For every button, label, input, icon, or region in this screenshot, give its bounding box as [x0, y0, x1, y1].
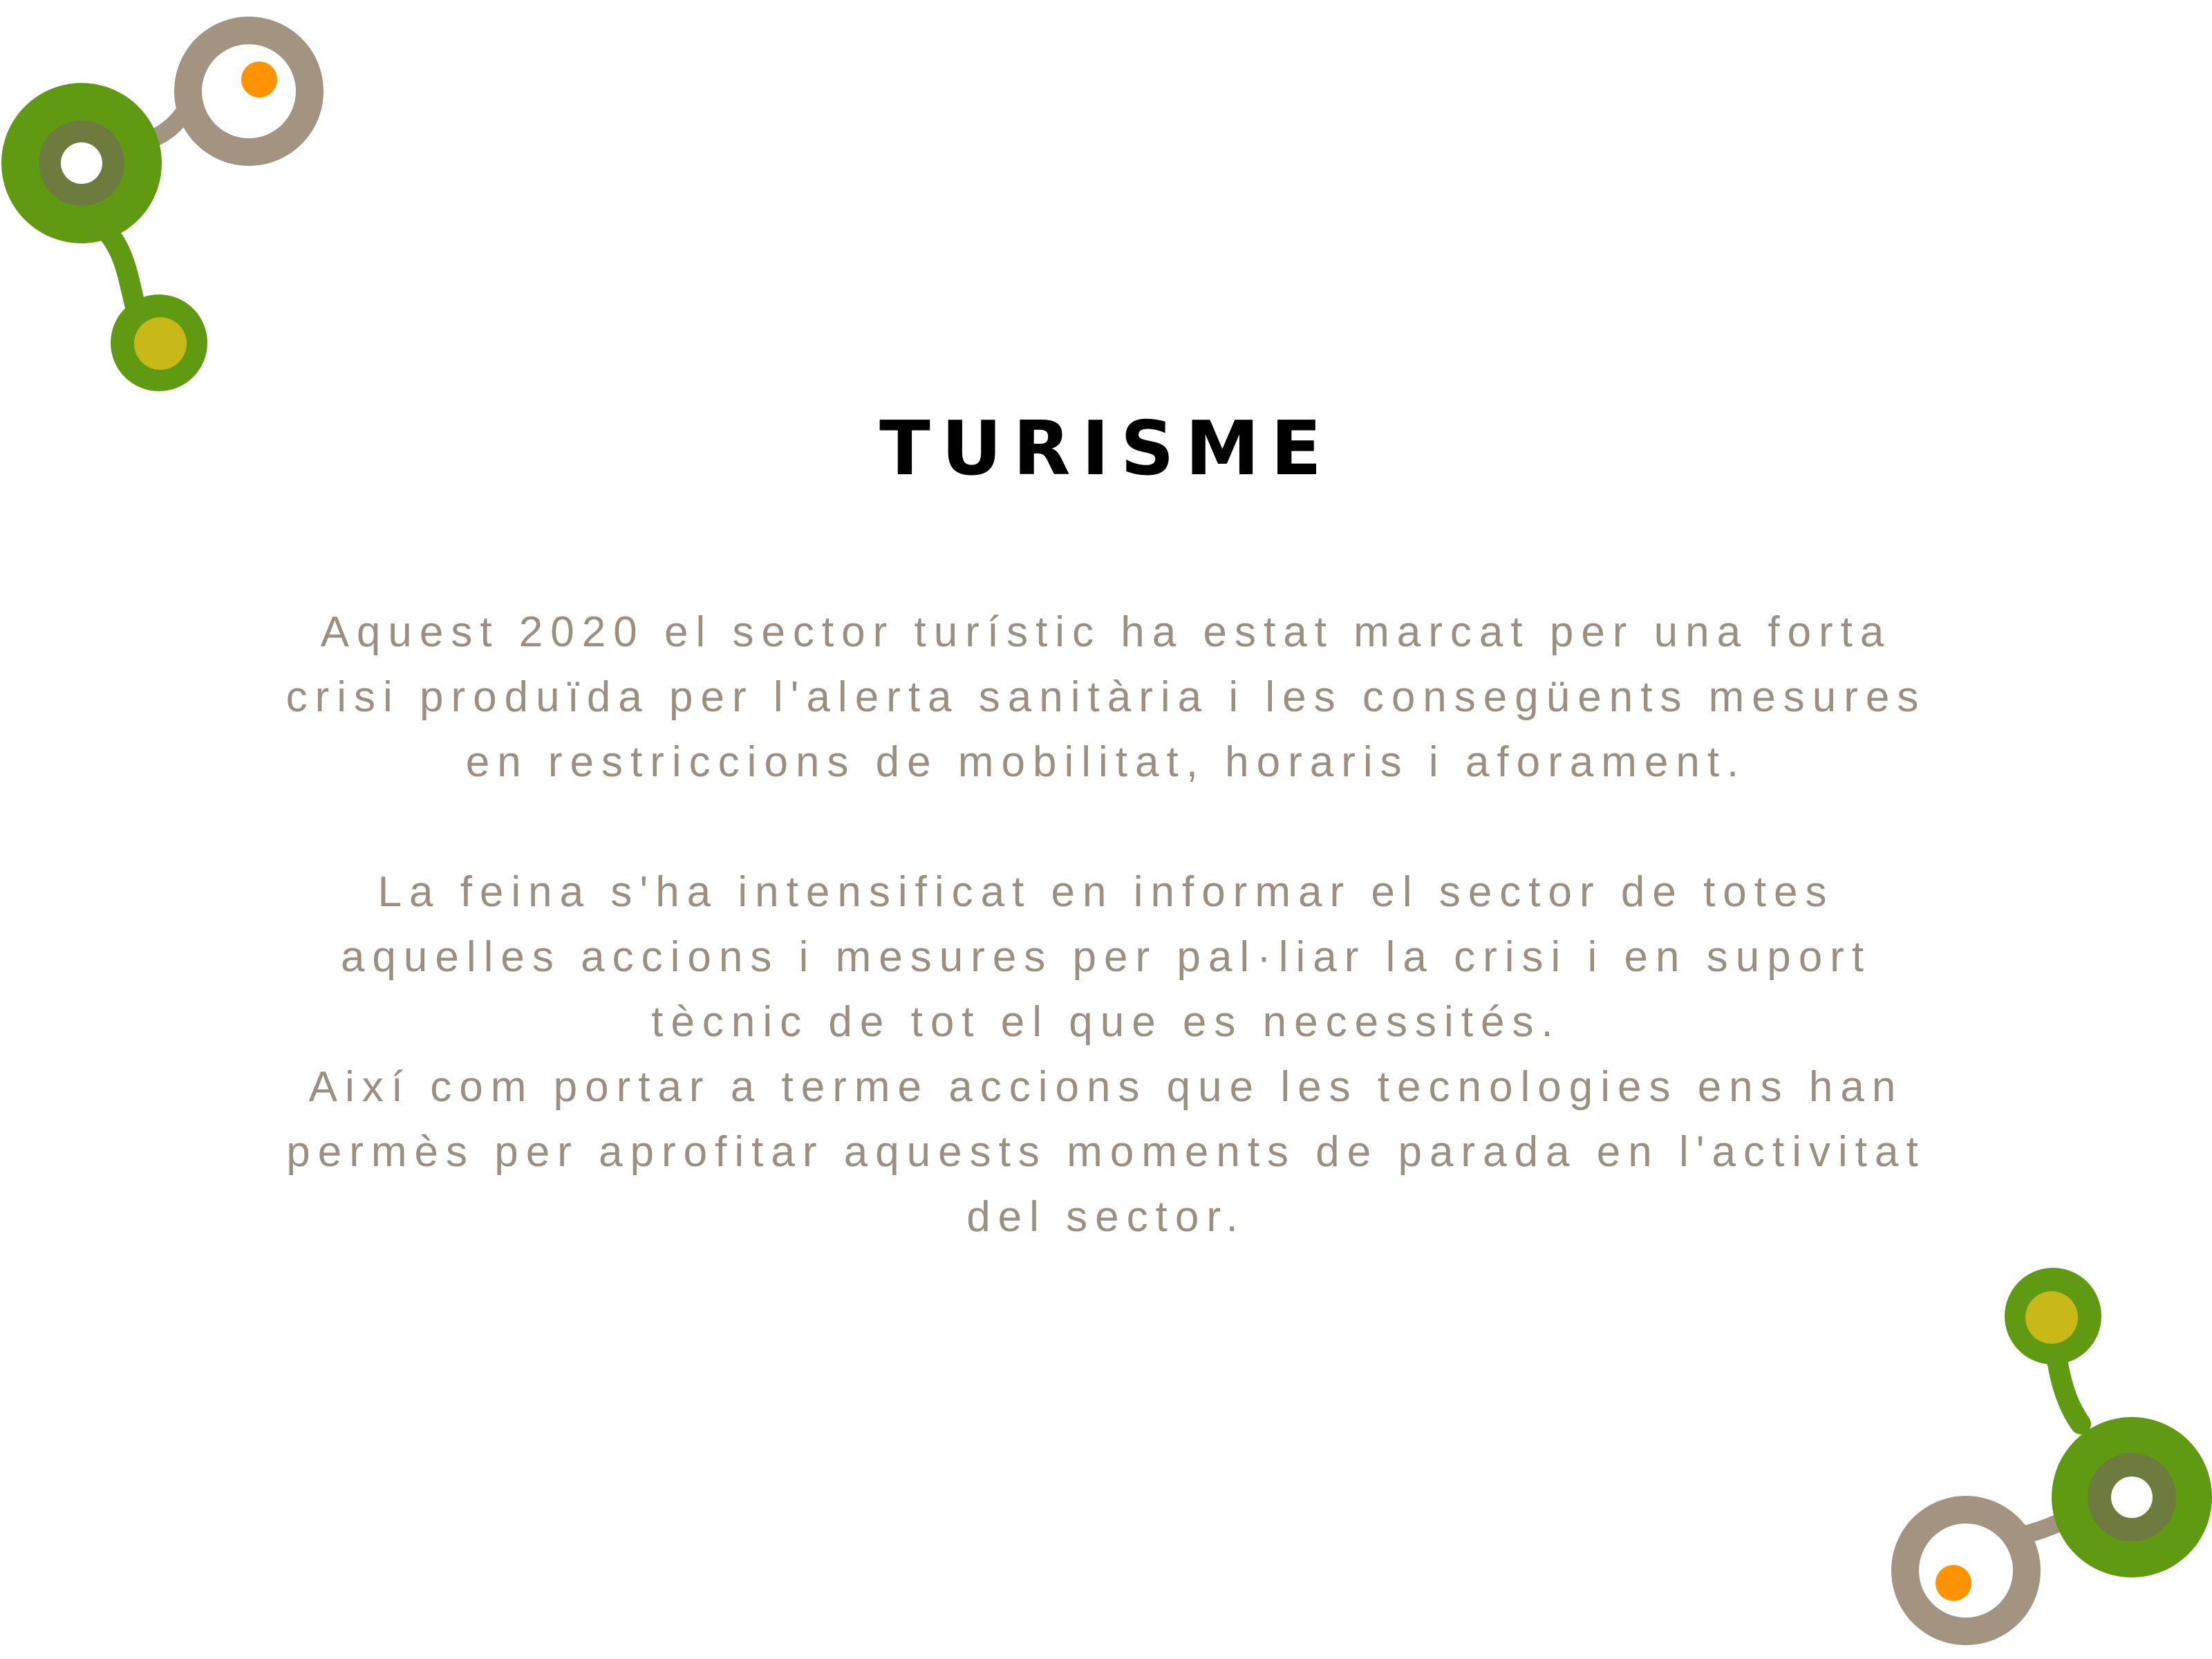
mustard-dot — [2025, 1291, 2078, 1344]
orange-dot — [1936, 1565, 1971, 1601]
paragraph-sector-crisis: Aquest 2020 el sector turístic ha estat marcat per una forta crisi produïda per l'alerta sanitària i les consegüents mesures en restriccions de mobilitat, horaris i aforament. — [285, 608, 1927, 786]
mustard-dot — [134, 317, 187, 370]
paragraph-spacer — [276, 795, 1936, 860]
body-text — [276, 600, 1936, 1250]
top-left-molecule-decoration — [0, 0, 332, 401]
paragraph-intensified-work: La feina s'ha intensificat en informar el sector de totes aquelles accions i mesures per pal·liar la crisi i en suport tècnic de tot el que es necessités. — [340, 868, 1872, 1046]
orange-dot — [241, 62, 277, 97]
decoration-connector — [104, 228, 135, 304]
paragraph-technology-actions: Així com portar a terme accions que les tecnologies ens han permès per aprofitar aquests moments de parada en l'activitat del sector. — [286, 1063, 1926, 1241]
white-center-dot — [61, 142, 102, 184]
bottom-right-molecule-decoration — [1880, 1258, 2212, 1659]
page-title: TURISME — [879, 406, 1333, 492]
white-center-dot — [2111, 1477, 2153, 1518]
